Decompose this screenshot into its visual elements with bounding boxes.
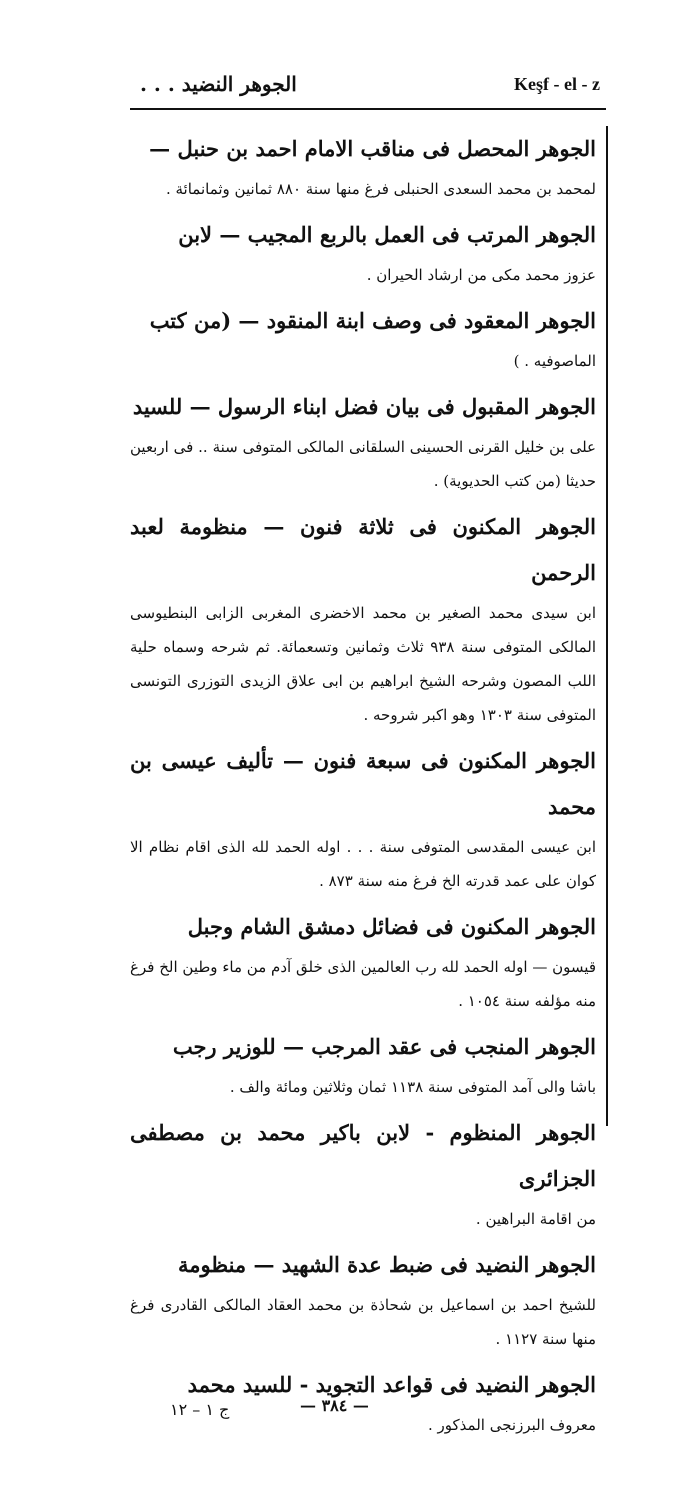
entry-title: الجوهر المعقود فى وصف ابنة المنقود — (من كتب (149, 308, 596, 333)
header-code: Keşf - el - z (514, 74, 600, 94)
entries-list (130, 126, 596, 1448)
entry (130, 1024, 596, 1104)
entry (130, 1110, 596, 1236)
entry-title: الجوهر المكنون فى فضائل دمشق الشام وجبل (187, 914, 596, 939)
page-footer (150, 1396, 570, 1426)
margin-rule (606, 126, 608, 1126)
entry (130, 384, 596, 498)
entry-title: الجوهر المقبول فى بيان فضل ابناء الرسول — للسيد (132, 394, 596, 419)
entry-body: عزوز محمد مكى من ارشاد الحيران . (366, 266, 596, 284)
entry-title: الجوهر المحصل فى مناقب الامام احمد بن حنبل — (149, 136, 596, 161)
entry (130, 904, 596, 1018)
entry-body: من اقامة البراهين . (475, 1210, 596, 1228)
entry (130, 298, 596, 378)
entry (130, 1242, 596, 1356)
entry-body: ابن سيدى محمد الصغير بن محمد الاخضرى المغربى الزابى البنطيوسى المالكى المتوفى سنة ٩٣٨ ثلاث وثمانين وتسعمائة. ثم شرحه وسماه حلية اللب المصون وشرحه الشيخ ابراهيم بن ابى علاق الزيدى التوزرى التونسى المتوفى سنة ١٣٠٣ وهو اكبر شروحه . (130, 604, 596, 724)
entry-body: معروف البرزنجى المذكور . (428, 1416, 596, 1434)
entry-body: للشيخ احمد بن اسماعيل بن شحاذة بن محمد العقاد المالكى القادرى فرغ منها سنة ١١٢٧ . (130, 1296, 596, 1348)
entry-title: الجوهر المرتب فى العمل بالربع المجيب — لابن (178, 222, 596, 247)
entry-title: الجوهر النضيد فى ضبط عدة الشهيد — منظومة (178, 1252, 596, 1277)
entry-title: الجوهر المكنون فى سبعة فنون — تأليف عيسى بن محمد (130, 748, 596, 819)
entry-title: الجوهر المنظوم - لابن باكير محمد بن مصطفى الجزائرى (130, 1120, 596, 1191)
entry-body: ابن عيسى المقدسى المتوفى سنة . . . اوله الحمد لله الذى اقام نظام الا كوان على عمد قدرته الخ فرغ منه سنة ٨٧٣ . (130, 838, 596, 890)
volume-signature: ج ١ – ١٢ (170, 1400, 230, 1419)
running-header (130, 72, 600, 102)
entry-body: لمحمد بن محمد السعدى الحنبلى فرغ منها سنة ٨٨٠ ثمانين وثمانمائة . (165, 180, 596, 198)
entry-body: باشا والى آمد المتوفى سنة ١١٣٨ ثمان وثلاثين ومائة والف . (229, 1078, 596, 1096)
header-title: الجوهر النضيد . . . (140, 72, 297, 96)
entry-title: الجوهر المكنون فى ثلاثة فنون — منظومة لعبد الرحمن (130, 514, 596, 585)
entry (130, 738, 596, 898)
entry (130, 504, 596, 732)
entry-body: الماصوفيه . ) (513, 352, 596, 370)
entry-body: على بن خليل القرنى الحسينى السلقانى المالكى المتوفى سنة .. فى اربعين حديثا (من كتب الحديوية) . (130, 438, 596, 490)
entry-body: قيسون — اوله الحمد لله رب العالمين الذى خلق آدم من ماء وطين الخ فرغ منه مؤلفه سنة ١٠٥٤ . (130, 958, 596, 1010)
entry-title: الجوهر المنجب فى عقد المرجب — للوزير رجب (172, 1034, 596, 1059)
page-number: — ٣٨٤ — (300, 1396, 369, 1415)
entry (130, 212, 596, 292)
header-rule (130, 108, 606, 110)
entry (130, 126, 596, 206)
entry-title: الجوهر النضيد فى قواعد التجويد - للسيد محمد (187, 1372, 596, 1397)
